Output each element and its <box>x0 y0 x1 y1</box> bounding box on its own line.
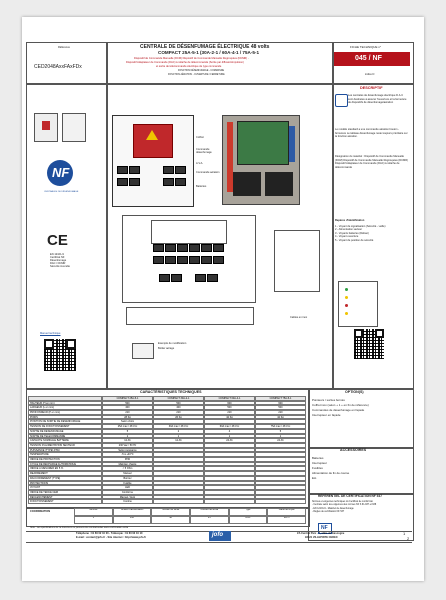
tech-table-cell: 230 Vac / 50 Hz <box>102 443 153 448</box>
connector <box>189 256 200 264</box>
connector <box>165 256 176 264</box>
tech-table-cell: SORTIE DE DÉSENFUMAGE <box>28 429 102 434</box>
bottom-view-drawing <box>126 307 254 325</box>
tech-table-cell: 500 <box>204 405 255 410</box>
connector <box>153 244 164 252</box>
manual-label: Manuel technique <box>40 332 61 335</box>
open-cabinet-drawing <box>112 115 194 207</box>
tech-table-cell: Continu <box>102 499 153 504</box>
indicator-drawing <box>338 281 378 327</box>
repere-item: 2 - Alimentation secteur <box>335 228 363 232</box>
coord-table <box>74 508 306 524</box>
tech-table-cell: 30A max / 48 Vcc <box>153 424 204 429</box>
coord-cell: 48 <box>151 516 190 524</box>
coord-heading: COORDINATION <box>30 510 51 513</box>
tech-table-header-cell: COMPACT 60A-4-1 <box>204 396 255 401</box>
battery-1 <box>233 172 261 196</box>
tech-table-cell: 12 Ah <box>102 438 153 443</box>
tech-table-cell <box>204 499 255 504</box>
connector <box>177 256 188 264</box>
accessory-item: Alimentation de fin de course <box>312 471 350 475</box>
subtitle-line-5: FONCTION AÉRATION - OUVERTURE / FERMETURE <box>168 74 225 76</box>
indicator-led <box>345 312 348 315</box>
option-item: Pointeurs / sorties bornés <box>312 398 345 402</box>
tech-table-cell: 210 <box>102 410 153 415</box>
indicator-led <box>345 288 348 291</box>
tech-table-cell: INDICE À MESURER EN 5 % <box>28 466 102 471</box>
coord-cell: 1 <box>74 516 113 524</box>
repere-item: 4 - Voyant ouverture <box>335 235 359 239</box>
coord-header-cell: Tension d'alimentation <box>113 508 152 516</box>
tech-table-header-cell: COMPACT 75A-5-1 <box>255 396 306 401</box>
tech-table-cell: INDICE DE PROTECTION <box>28 457 102 462</box>
tech-table-cell: 42 Kg <box>255 415 306 420</box>
tech-table-cell: TENSION DE FONCTIONNEMENT <box>28 424 102 429</box>
subtitle-line-2: Dispositif Adaptateur de Commande (DAC) à relâche de télécommande (Sortie par diffusion/impulsion) <box>126 61 244 64</box>
example-thumbnail <box>132 343 154 359</box>
tech-table-cell: LARGEUR (L en mm) <box>28 405 102 410</box>
front-cabinet-thumbnail <box>34 113 58 142</box>
brand-logo-text: jofo <box>212 532 223 538</box>
connector <box>153 256 164 264</box>
side-view-drawing <box>274 230 320 292</box>
certification-lines <box>50 253 70 268</box>
tech-table-cell: 5 <box>255 429 306 434</box>
tech-table-cell: 210 <box>255 410 306 415</box>
tech-table-cell: INDICE DE TENUE CEM <box>28 490 102 495</box>
ce-mark: CE <box>47 232 68 249</box>
accessory-item: Batteries <box>312 456 324 460</box>
tech-table-cell: Maintien chargé <box>102 462 153 467</box>
tech-table-cell: Selon choix <box>102 419 153 424</box>
manual-qr-code[interactable] <box>44 339 76 371</box>
tech-table-cell: Selon puissance <box>102 448 153 453</box>
page-total: 2 <box>407 536 410 541</box>
tech-table-cell: -5 à +40°C <box>102 452 153 457</box>
page-number: 1 <box>403 531 406 536</box>
option-item: Commandes de désenfumage en façade <box>312 408 365 412</box>
repere-heading: Repères d'identification <box>335 219 365 222</box>
cabinet-interior-photo <box>222 115 300 205</box>
coord-header-cell: Tension de sortie <box>151 508 190 516</box>
tech-table-cell: 210 <box>204 410 255 415</box>
sheet-label: FICHE TECHNIQUE n° <box>350 45 382 49</box>
option-item: Interrupteur en façade <box>312 413 341 417</box>
brand-logo <box>209 531 231 541</box>
terminal-block <box>117 178 128 186</box>
label-batteries: Batteries <box>196 185 207 188</box>
tech-table-cell: Bornier <box>102 476 153 481</box>
accessories-list <box>312 456 349 481</box>
cert-line: Certificat NF <box>50 256 65 259</box>
repere-item: 1 - Voyant de signalisation (Sécurité - veille) <box>335 225 386 228</box>
cert-line: Sécurité incendie <box>50 265 70 268</box>
connector <box>189 244 200 252</box>
footer-address-1: ZA Central Parc - 7, allée de Gascogne <box>297 532 345 535</box>
tech-table-cell: 210 <box>153 410 204 415</box>
description-heading: DESCRIPTIF <box>360 86 383 90</box>
tech-table-cell: IP30 <box>102 457 153 462</box>
sheet-number: 045 / NF <box>355 55 382 62</box>
footer-email: E-mail : contact@jofo.fr - Site internet : http://www.jofo.fr <box>76 536 147 539</box>
accessories-heading: ACCESSOIRES <box>340 448 367 452</box>
accessory-item: Interrupteur <box>312 461 327 465</box>
thumbnail-red-panel <box>42 121 50 130</box>
tech-table-cell: 75A max / 48 Vcc <box>255 424 306 429</box>
certification-heading: RÉFÉRENTIEL DE CERTIFICATION NF 537 <box>318 494 382 498</box>
repere-item: 5 - Voyant de position de sécurité <box>335 238 374 242</box>
tech-table-cell: RACCORDEMENT (TYPE) <box>28 476 102 481</box>
terminal-block <box>163 166 174 174</box>
terminal-block <box>129 166 140 174</box>
indicator-led <box>345 304 348 307</box>
terminal-block <box>163 178 174 186</box>
description-ce-icon <box>335 94 348 107</box>
connector <box>165 244 176 252</box>
tech-table-cell: 1 <box>102 434 153 439</box>
repere-item: 3 - Voyants batteries (Défaut) <box>335 231 369 235</box>
coord-cell: 2x1.5 <box>267 516 306 524</box>
terminal-block <box>175 178 186 186</box>
tech-table-cell: Fusible <box>102 481 153 486</box>
tech-table-cell: POIDS <box>28 415 102 420</box>
option-item: Coffret inox (selon + 1 + en fin de référence) <box>312 403 369 407</box>
side-cabinet-thumbnail <box>62 113 86 142</box>
tech-table-cell: 2 <box>153 429 204 434</box>
tech-table-cell: Conforme <box>102 490 153 495</box>
tech-table-header-cell: COMPACT 30A-2-1 <box>153 396 204 401</box>
cert-line: DAC / DCMR <box>50 262 66 265</box>
battery-2 <box>265 172 293 196</box>
certification-line: - Règles de certification NF 537 <box>312 511 345 514</box>
tech-table-cell: VOYANT <box>28 485 102 490</box>
connector <box>159 274 170 282</box>
connector <box>207 274 218 282</box>
red-control-panel <box>133 124 173 158</box>
tech-table-cell: 60A max / 48 Vcc <box>204 424 255 429</box>
footer-phone: Téléphone : 01 60 02 10 00 - Télécopie : 01 60 02 10 10 <box>76 532 143 535</box>
tech-table <box>28 396 306 504</box>
terminal-block <box>129 178 140 186</box>
tech-table-cell: 25A max / 48 Vcc <box>102 424 153 429</box>
tech-table-cell: FONCTIONNEMENT <box>28 499 102 504</box>
tech-table-cell: CYCLE DE RECHARGE AUTOMATIQUE <box>28 462 102 467</box>
coord-cell: DAC <box>229 516 268 524</box>
tech-table-cell: TEMPÉRATURE <box>28 452 102 457</box>
sheet-index: indice D <box>365 73 375 76</box>
coord-cell: 25 <box>190 516 229 524</box>
display-panel <box>151 220 227 244</box>
certification-line: - EN 12101-9 - Matériel de désenfumage <box>312 507 354 510</box>
footer-address-2: 93421 VILLEPINTE CEDEX <box>305 536 338 539</box>
options-heading: OPTION(S) <box>345 390 364 394</box>
connector <box>171 274 182 282</box>
title-line-2: COMPACT 25A-5-1 (30A-2-1 / 60A-4-1 / 75A-5-1 <box>158 50 260 55</box>
tech-table-cell: PROFONDEUR (P en mm) <box>28 410 102 415</box>
coord-header-cell: Type <box>229 508 268 516</box>
label-cables: Cables en inox <box>290 316 308 319</box>
certification-line: Normes et exigences techniques du Certificat de conformité <box>312 501 373 503</box>
tech-table-cell <box>153 499 204 504</box>
terminal-block <box>117 166 128 174</box>
front-view-drawing <box>122 215 256 303</box>
cert-line: Désenfumage <box>50 259 67 262</box>
tech-table-header-cell: COMPACT 25A-5-1 <box>102 396 153 401</box>
tech-table-cell: 42 Kg <box>204 415 255 420</box>
terminal-block <box>175 166 186 174</box>
tech-table-cell: 500 <box>255 405 306 410</box>
tech-table-heading: CARACTÉRISTIQUES TECHNIQUES <box>140 390 202 394</box>
nf-logo <box>47 160 73 186</box>
tech-table-cell: 400 <box>102 405 153 410</box>
certification-line: - Centrale selon les exigences des normes NF S 61-937 et 938 <box>312 504 377 507</box>
nf-caption: CENTRALES DE DÉSENFUMAGE <box>44 191 79 193</box>
coord-cell: 230 <box>113 516 152 524</box>
tech-table-cell: 600 <box>255 401 306 406</box>
tech-table-cell: 24 Ah <box>204 438 255 443</box>
options-list <box>312 398 369 418</box>
tech-table-cell: PUISSANCE (TYPE) P(W) <box>28 448 102 453</box>
subtitle-line-1: Dispositif de Commande Manuelle (DCM) Dispositif de Commande Manuelle Regroupées (DCMR) - <box>134 57 249 60</box>
coord-header-cell: Câble de la pile <box>267 508 306 516</box>
connector <box>201 244 212 252</box>
description-para-1: Les centrales de désenfumage électrique D.A.C sont destinées à assurer l'ouverture et la fermeture de dispositifs de désenfumage/aération <box>348 94 407 105</box>
connector <box>177 244 188 252</box>
tech-table-cell: 5 <box>102 429 153 434</box>
label-sub-example: Boitier aérage <box>158 347 175 350</box>
tech-table-cell: TENSION D'ALIMENTATION SECTEUR <box>28 443 102 448</box>
reference-code: CED2048AxxFAxFDx <box>34 64 82 70</box>
description-para-3: Désignation du matériel : Dispositif de Commande Manuelle (DCM) Dispositif de Commande Manuelle Regroupées (DCMR) Dispositif Adaptateur de Commande (DAC) à relâche de télécommande <box>335 155 408 169</box>
tech-table-cell: HAUTEUR (H en mm) <box>28 401 102 406</box>
subtitle-line-4: FONCTION DÉSENFUMAGE - COMMANDE <box>178 70 225 72</box>
connector <box>201 256 212 264</box>
tech-table-cell: DÉCLENCHEMENT <box>28 495 102 500</box>
tech-table-cell: POSITION DE SORTIE DE DÉSENFUMAGE <box>28 419 102 424</box>
subtitle-line-3: et sortie de télécommande électrique de type commande <box>156 65 222 68</box>
tech-table-cell: 4 <box>204 429 255 434</box>
description-para-2: Le modèle standard a une commande aération bouton - fermeture Le tableau désenfumage reste toujours prioritaire sur la fonction aération. <box>335 128 408 139</box>
certification-nf-text: NF <box>321 525 328 531</box>
tech-table-cell: RÉARMEMENT <box>28 471 102 476</box>
footer-note: Note : Les spécifications de ce document ne peuvent être contractuelles sans confirmation écrite <box>30 527 129 529</box>
label-commande-aeration: Commande aération <box>196 171 220 174</box>
connector <box>213 256 224 264</box>
label-commande: Commande désenfumage <box>196 148 212 154</box>
tech-table-cell: CAPACITÉ NOMINALE BATTERIE <box>28 438 102 443</box>
description-qr-code[interactable] <box>354 329 384 359</box>
label-ava: A.V.A. <box>196 162 204 165</box>
connector <box>195 274 206 282</box>
nf-logo-text: NF <box>52 165 70 180</box>
repere-list <box>335 225 408 242</box>
coord-header-cell: Nombre <box>74 508 113 516</box>
tech-table-cell: 1 <box>255 434 306 439</box>
tech-table-cell: Manuel / Auto <box>102 495 153 500</box>
tech-table-cell: 24 Ah <box>255 438 306 443</box>
certification-lines <box>312 501 408 515</box>
tech-table-cell: LED <box>102 485 153 490</box>
tech-table-cell: 500 <box>102 401 153 406</box>
accessory-item: Etc. <box>312 476 317 480</box>
tech-table-cell: 12 Ah <box>153 438 204 443</box>
tech-table-cell: 500 <box>153 401 204 406</box>
coord-header-cell: Courant de sortie <box>190 508 229 516</box>
reference-label: Référence <box>58 46 70 49</box>
tech-table-cell: SORTIE DE TÉLÉCOMMANDE <box>28 434 102 439</box>
label-coffret: Coffret <box>196 136 204 139</box>
title-line-1: CENTRALE DE DÉSENFUMAGE ÉLECTRIQUE 48 volts <box>140 44 270 50</box>
tech-table-cell: Manuel <box>102 471 153 476</box>
accessory-item: Fusibles <box>312 466 323 470</box>
connector <box>213 244 224 252</box>
tech-table-cell: PROTECTIONS <box>28 481 102 486</box>
tech-table-cell: 28 Kg <box>102 415 153 420</box>
tech-table-cell <box>255 499 306 504</box>
tech-table-cell: 1 <box>204 434 255 439</box>
tech-table-cell: 600 <box>204 401 255 406</box>
tech-table-cell: 400 <box>153 405 204 410</box>
tech-table-cell: < 5 Ohm <box>102 466 153 471</box>
tech-table-cell: 1 <box>153 434 204 439</box>
cert-line: EN 12101-9 <box>50 253 64 256</box>
tech-table-cell: 26 Kg <box>153 415 204 420</box>
wiring-blue <box>289 126 295 162</box>
indicator-led <box>345 296 348 299</box>
label-example: Exemple de modification <box>158 342 187 345</box>
circuit-board <box>237 121 289 165</box>
datasheet-page <box>22 17 424 581</box>
